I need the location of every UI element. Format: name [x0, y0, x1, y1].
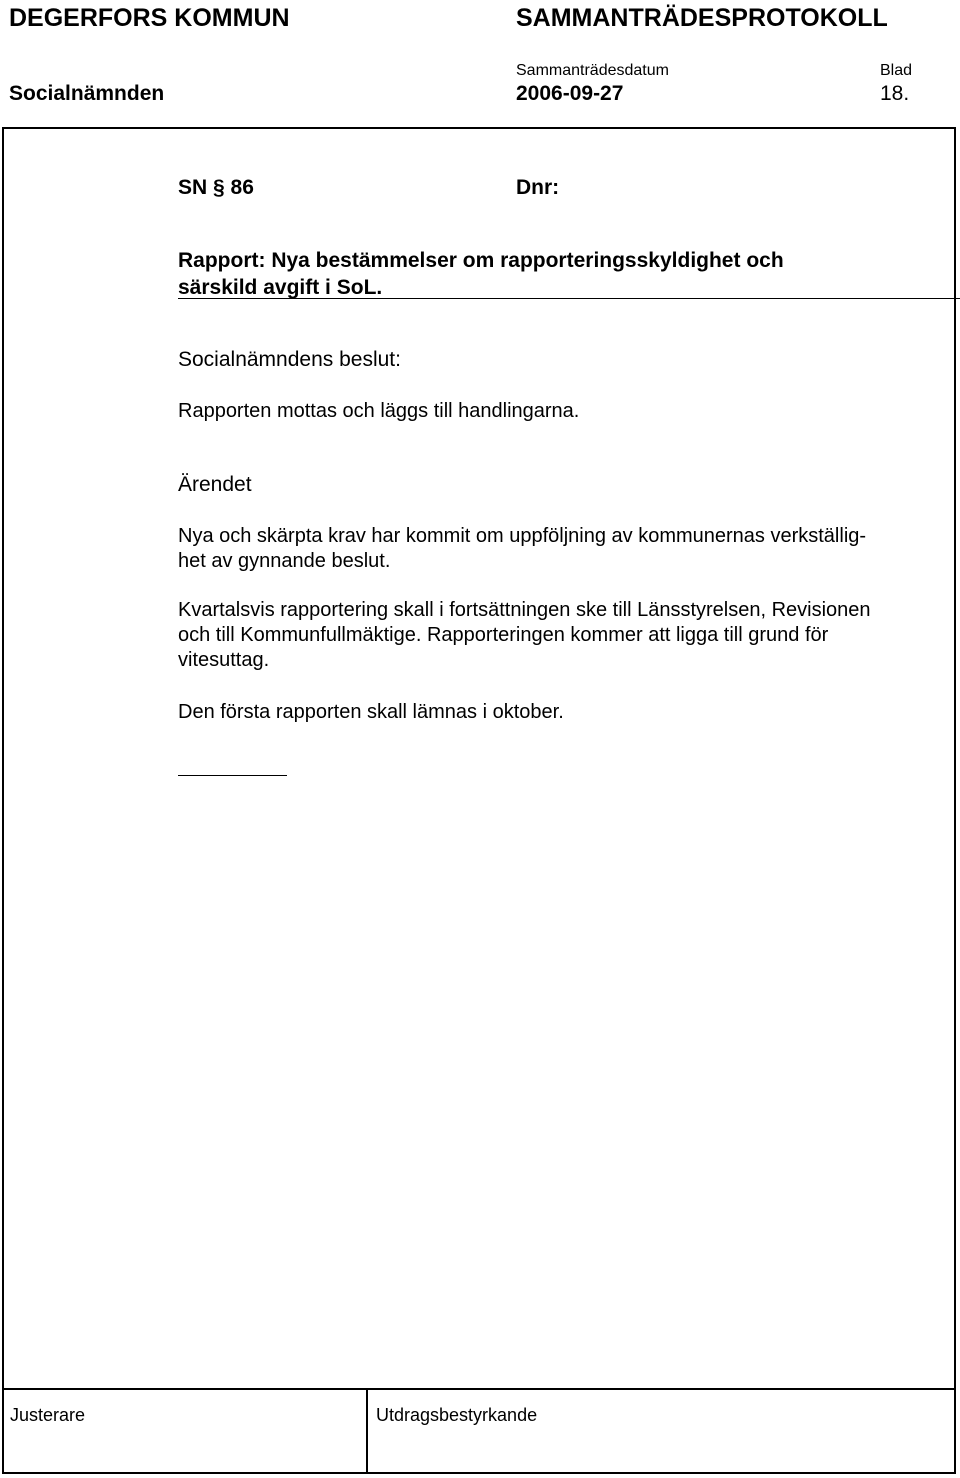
- decision-heading: Socialnämndens beslut:: [178, 348, 401, 371]
- paragraph-line: Kvartalsvis rapportering skall i fortsättningen ske till Länsstyrelsen, Revisionen: [178, 599, 871, 621]
- matter-heading: Ärendet: [178, 473, 252, 496]
- committee-name: Socialnämnden: [9, 82, 165, 105]
- case-title: [178, 247, 784, 301]
- footer-divider: [2, 1388, 956, 1390]
- paragraph-line: Nya och skärpta krav har kommit om uppföljning av kommunernas verkställig-: [178, 525, 867, 547]
- matter-paragraph-2: [178, 598, 871, 673]
- certified-label: Utdragsbestyrkande: [376, 1405, 538, 1425]
- meeting-date: 2006-09-27: [516, 82, 624, 105]
- paragraph-line: vitesuttag.: [178, 649, 270, 671]
- paragraph-line: och till Kommunfullmäktige. Rapporteringen kommer att ligga till grund för: [178, 624, 829, 646]
- municipality-name: DEGERFORS KOMMUN: [9, 4, 290, 32]
- case-title-line: Rapport: Nya bestämmelser om rapporteringsskyldighet och: [178, 249, 784, 272]
- dnr-label: Dnr:: [516, 176, 560, 199]
- page-frame: [2, 127, 956, 1474]
- document-type: SAMMANTRÄDESPROTOKOLL: [516, 4, 888, 32]
- matter-paragraph-3: Den första rapporten skall lämnas i oktober.: [178, 701, 564, 723]
- date-label: Sammanträdesdatum: [516, 62, 669, 79]
- sheet-number: 18.: [880, 82, 910, 105]
- paragraph-number: SN § 86: [178, 176, 254, 199]
- case-title-line: särskild avgift i SoL.: [178, 276, 383, 299]
- paragraph-line: het av gynnande beslut.: [178, 550, 391, 572]
- matter-paragraph-1: [178, 524, 866, 574]
- adjuster-label: Justerare: [10, 1405, 86, 1425]
- decision-text: Rapporten mottas och läggs till handlingarna.: [178, 400, 580, 422]
- sheet-label: Blad: [880, 62, 913, 79]
- footer-column-divider: [366, 1388, 368, 1474]
- end-line: [178, 775, 287, 776]
